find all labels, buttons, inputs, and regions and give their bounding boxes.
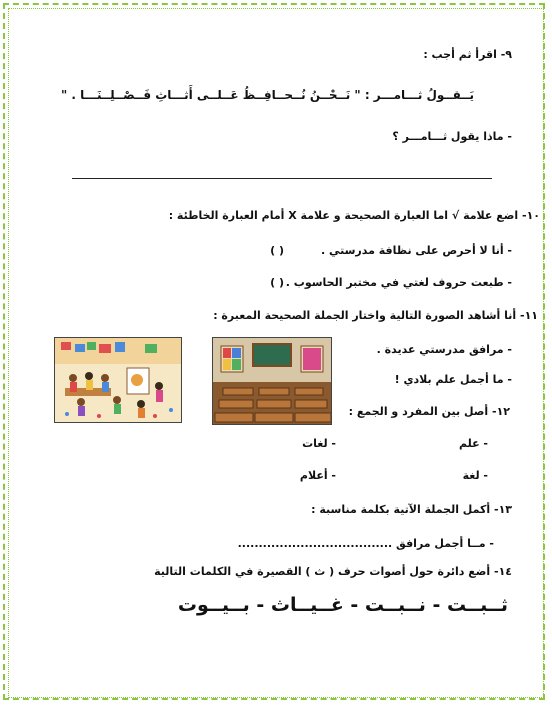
answer-line <box>72 178 492 179</box>
q9-question: - ماذا يقول ثـــامـــر ؟ <box>392 130 512 143</box>
classroom-image <box>212 337 332 425</box>
q10-heading: ١٠- اضع علامة √ اما العبارة الصحيحة و علامة X أمام العبارة الخاطئة : <box>168 209 540 222</box>
q12-plural-2: - أعلام <box>299 469 336 482</box>
q11-option-1: - مرافق مدرستي عديدة . <box>376 343 512 356</box>
q12-heading: ١٢- أصل بين المفرد و الجمع : <box>348 405 510 418</box>
q10-item-2-box[interactable]: ( ) <box>270 276 284 289</box>
q11-heading: ١١- أنا أشاهد الصورة التالية واختار الجملة الصحيحة المعبرة : <box>213 309 538 322</box>
q10-item-1: - أنا لا أحرص على نظافة مدرستي . <box>320 244 512 257</box>
q11-option-2: - ما أجمل علم بلادي ! <box>394 373 512 386</box>
q10-item-2: - طبعت حروف لغتي في مختبر الحاسوب . <box>285 276 512 289</box>
q12-plural-1: - لغات <box>302 437 336 450</box>
q13-sentence[interactable]: - مــا أجمل مرافق ..................................... <box>237 537 494 550</box>
q12-singular-2: - لغة <box>462 469 488 482</box>
children-activity-image <box>54 337 182 423</box>
q13-heading: ١٣- أكمل الجملة الآتية بكلمة مناسبة : <box>311 503 512 516</box>
q9-heading: ٩- اقرأ ثم أجب : <box>423 48 512 61</box>
q10-item-1-box[interactable]: ( ) <box>270 244 284 257</box>
q14-heading: ١٤- أضع دائرة حول أصوات حرف ( ث ) القصيرة في الكلمات التالية <box>154 565 512 578</box>
q9-quote: يَــقــولُ ثـــامـــر : " نَــحْــنُ نُــحــافِــظُ عَــلــى أَثـــاثِ فَــصْــلِــنَـــا . " <box>60 88 474 102</box>
q14-words: ثــبــت - نــبــت - غــيــاث - بــيــوت <box>177 594 508 616</box>
q12-singular-1: - علم <box>458 437 488 450</box>
